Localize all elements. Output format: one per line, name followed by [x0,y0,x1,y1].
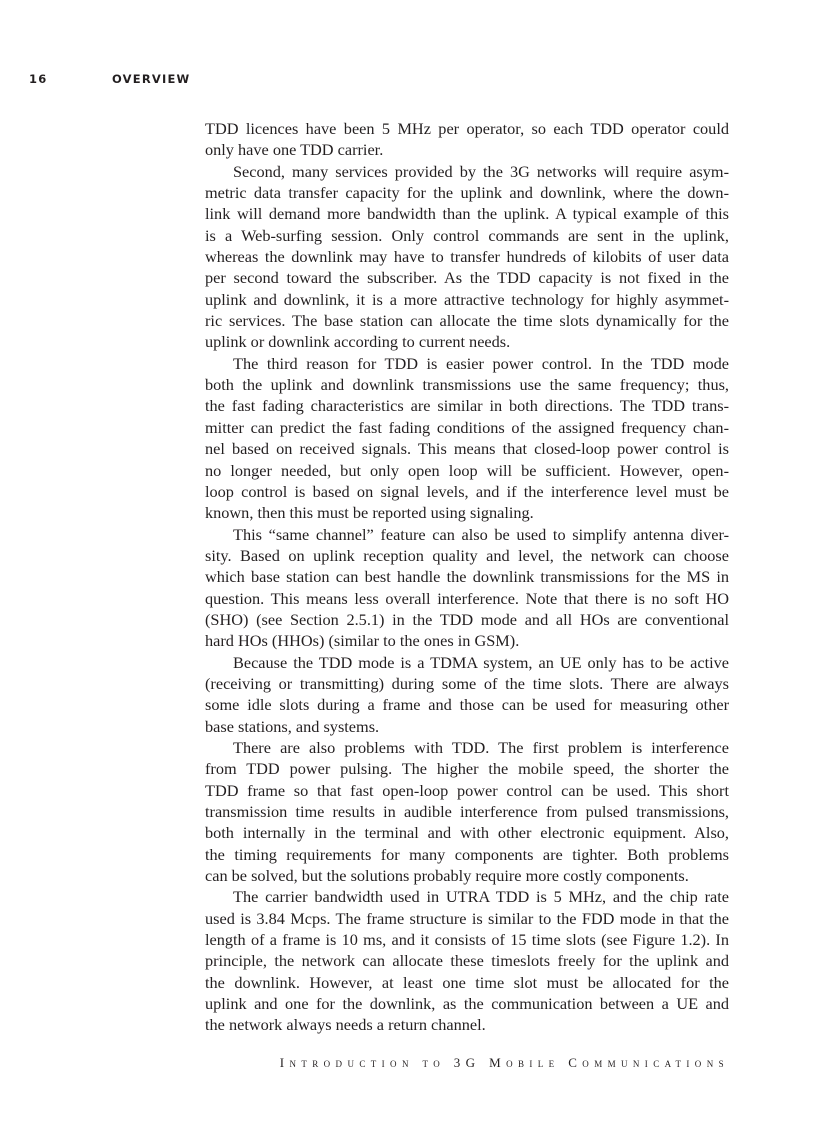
text-line: Second, many services provided by the 3G networks will require asym- [233,161,729,181]
paragraph [205,737,729,886]
text-line: The carrier bandwidth used in UTRA TDD is 5 MHz, and the chip rate [233,887,729,907]
text-line: is a Web-surfing session. Only control commands are sent in the uplink, [205,225,729,245]
text-line: mitter can predict the fast fading conditions of the assigned frequency chan- [205,417,729,437]
paragraph [205,161,729,353]
text-line: ric services. The base station can allocate the time slots dynamically for the [205,311,729,331]
text-line: question. This means less overall interference. Note that there is no soft HO [205,588,729,608]
text-line: which base station can best handle the downlink transmissions for the MS in [205,567,729,587]
text-line: no longer needed, but only open loop will be sufficient. However, open- [205,460,729,480]
text-line: loop control is based on signal levels, and if the interference level must be [205,481,729,501]
text-line: per second toward the subscriber. As the TDD capacity is not fixed in the [205,268,729,288]
text-line: transmission time results in audible interference from pulsed transmissions, [205,802,729,821]
text-line: (SHO) (see Section 2.5.1) in the TDD mode and all HOs are conventional [205,609,729,629]
text-line: nel based on received signals. This means that closed-loop power control is [205,439,729,459]
text-line: length of a frame is 10 ms, and it consists of 15 time slots (see Figure 1.2). In [205,930,729,950]
footer-book-title: Introduction to 3G Mobile Communications [279,1055,729,1070]
text-line: whereas the downlink may have to transfer hundreds of kilobits of user data [205,247,729,267]
page-number: 16 [29,72,48,86]
paragraph [205,652,729,737]
text-line: link will demand more bandwidth than the uplink. A typical example of this [205,204,729,224]
text-line: sity. Based on uplink reception quality and level, the network can choose [205,545,729,565]
text-line: (receiving or transmitting) during some of the time slots. There are always [205,673,729,693]
text-line: both the uplink and downlink transmissions use the same frequency; thus, [205,375,729,395]
paragraph [205,524,729,652]
text-line: uplink or downlink according to current needs. [205,332,511,352]
body-text [205,118,729,1036]
text-line: the network always needs a return channel. [205,1015,486,1035]
text-line: TDD licences have been 5 MHz per operator, so each TDD operator could [205,119,729,138]
text-line: base stations, and systems. [205,716,380,736]
text-line: known, then this must be reported using signaling. [205,503,534,523]
text-line: used is 3.84 Mcps. The frame structure is similar to the FDD mode in that the [205,908,729,928]
text-line: TDD frame so that fast open-loop power control can be used. This short [205,780,729,800]
text-line: from TDD power pulsing. The higher the mobile speed, the shorter the [205,759,729,779]
text-line: metric data transfer capacity for the uplink and downlink, where the down- [205,183,729,203]
text-line: uplink and one for the downlink, as the communication between a UE and [205,994,729,1014]
text-line: There are also problems with TDD. The first problem is interference [233,737,729,757]
text-line: the downlink. However, at least one time slot must be allocated for the [205,972,729,992]
text-line: This “same channel” feature can also be used to simplify antenna diver- [233,524,729,544]
text-line: hard HOs (HHOs) (similar to the ones in GSM). [205,631,520,651]
paragraph [205,118,729,161]
text-line: some idle slots during a frame and those can be used for measuring other [205,695,729,715]
text-line: the timing requirements for many components are tighter. Both problems [205,844,729,864]
text-line: uplink and downlink, it is a more attractive technology for highly asymmet- [205,289,729,309]
text-line: Because the TDD mode is a TDMA system, an UE only has to be active [233,652,729,672]
running-title: OVERVIEW [112,72,191,86]
paragraph [205,886,729,1035]
text-line: principle, the network can allocate these timeslots freely for the uplink and [205,951,729,971]
text-line: both internally in the terminal and with other electronic equipment. Also, [205,823,729,843]
paragraph [205,353,729,524]
text-line: only have one TDD carrier. [205,140,384,160]
text-line: can be solved, but the solutions probably require more costly components. [205,866,689,886]
text-line: the fast fading characteristics are similar in both directions. The TDD trans- [205,396,729,416]
text-line: The third reason for TDD is easier power control. In the TDD mode [233,353,729,373]
